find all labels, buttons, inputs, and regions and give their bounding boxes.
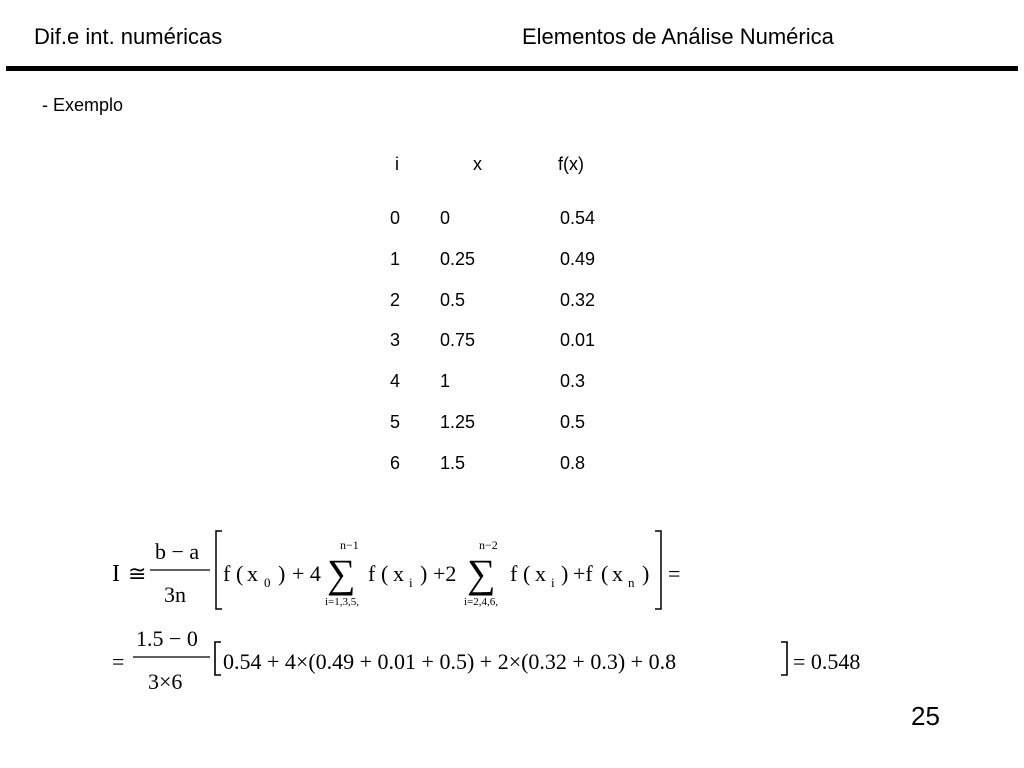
table-cell: 1.25 <box>440 412 476 432</box>
table-cell: 1.5 <box>440 453 466 473</box>
integral-symbol: I <box>112 561 120 587</box>
f-symbol: f <box>510 561 518 586</box>
table-cell: 0.3 <box>560 371 586 391</box>
paren-close: ) <box>278 561 286 586</box>
paren-open: ( <box>601 561 609 586</box>
plus-four: + 4 <box>292 561 321 586</box>
equals-sign: = <box>668 561 681 586</box>
page-number: 25 <box>911 701 940 731</box>
paren-close: ) <box>420 561 428 586</box>
result-value: = 0.548 <box>793 649 861 674</box>
paren-open: ( <box>523 561 531 586</box>
subscript-n: n <box>628 575 635 590</box>
example-heading: - Exemplo <box>42 95 124 115</box>
table-cell: 1 <box>390 249 401 269</box>
table-cell: 0.8 <box>560 453 586 473</box>
sum1-sigma-icon: ∑ <box>327 551 356 596</box>
plus-f: +f <box>573 561 593 586</box>
table-cell: 5 <box>390 412 401 432</box>
paren-open: ( <box>381 561 389 586</box>
f-symbol: f <box>223 561 231 586</box>
paren-close: ) <box>561 561 569 586</box>
table-cell: 0.54 <box>560 208 596 228</box>
table-cell: 0.49 <box>560 249 596 269</box>
subscript-zero: 0 <box>264 575 271 590</box>
right-bracket <box>655 531 661 609</box>
table-cell: 0.01 <box>560 330 596 350</box>
x-symbol: x <box>535 561 546 586</box>
table-cell: 3 <box>390 330 401 350</box>
table-cell: 0.25 <box>440 249 476 269</box>
col-header-fx: f(x) <box>558 154 584 174</box>
col-header-x: x <box>473 154 482 174</box>
fraction-numerator: 1.5 − 0 <box>136 626 198 651</box>
table-cell: 6 <box>390 453 401 473</box>
plus-two: +2 <box>433 561 457 586</box>
table-cell: 0.5 <box>560 412 586 432</box>
sum2-upper-limit: n−2 <box>479 538 498 552</box>
sum2-lower-limit: i=2,4,6, <box>464 596 499 608</box>
header-course-title: Elementos de Análise Numérica <box>522 24 834 49</box>
table-cell: 2 <box>390 290 401 310</box>
table-cell: 0.5 <box>440 290 466 310</box>
x-symbol: x <box>247 561 258 586</box>
fraction-numerator: b − a <box>155 539 200 564</box>
equals-sign: = <box>112 649 125 674</box>
x-symbol: x <box>612 561 623 586</box>
paren-close: ) <box>642 561 650 586</box>
fraction-denominator: 3n <box>164 582 186 607</box>
approx-symbol: ≅ <box>128 561 147 586</box>
sum1-upper-limit: n−1 <box>340 538 359 552</box>
table-cell: 1 <box>440 371 451 391</box>
table-cell: 0.75 <box>440 330 476 350</box>
sum1-lower-limit: i=1,3,5, <box>325 596 360 608</box>
table-cell: 0.32 <box>560 290 596 310</box>
left-bracket <box>215 642 221 675</box>
table-cell: 0 <box>390 208 401 228</box>
evaluated-expression: 0.54 + 4×(0.49 + 0.01 + 0.5) + 2×(0.32 + 0.3) + 0.8 <box>223 649 677 674</box>
table-cell: 4 <box>390 371 401 391</box>
sum2-sigma-icon: ∑ <box>467 551 496 596</box>
header-section-title: Dif.e int. numéricas <box>34 24 223 49</box>
f-symbol: f <box>368 561 376 586</box>
paren-open: ( <box>236 561 244 586</box>
right-bracket <box>781 642 787 675</box>
left-bracket <box>216 531 222 609</box>
col-header-i: i <box>395 154 399 174</box>
subscript-i: i <box>409 575 413 590</box>
x-symbol: x <box>393 561 404 586</box>
table-cell: 0 <box>440 208 451 228</box>
fraction-denominator: 3×6 <box>148 669 183 694</box>
subscript-i: i <box>551 575 555 590</box>
